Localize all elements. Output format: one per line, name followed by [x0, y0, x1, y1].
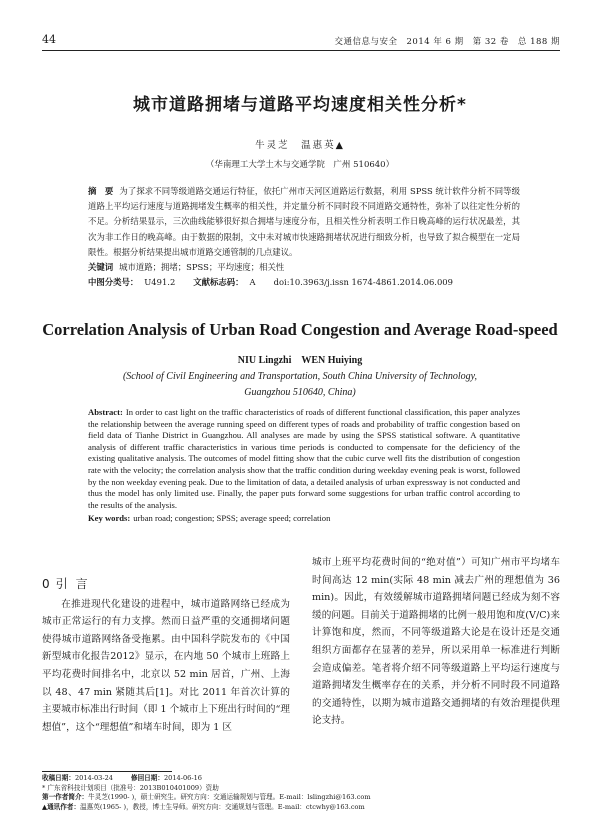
affiliation-english-line1: (School of Civil Engineering and Transportation, South China University of Technology, [122, 371, 478, 382]
first-author-info: 牛灵芝(1990- )，硕士研究生。研究方向：交通运输规划与管理。E-mail：lslingzhi@163.com [88, 793, 371, 802]
affiliation-english-line2: Guangzhou 510640, China) [244, 387, 356, 398]
first-author-label: 第一作者简介： [42, 793, 89, 802]
doc-code-label: 文献标志码： [193, 277, 244, 288]
received-date: 2014-03-24 [74, 774, 113, 782]
doc-code-value: A [249, 277, 256, 288]
page-number: 44 [42, 33, 56, 46]
keywords-english [88, 513, 520, 525]
classification-line [88, 275, 520, 290]
doi: doi:10.3963/j.issn 1674-4861.2014.06.009 [273, 277, 453, 288]
abstract-english-paragraph [88, 407, 520, 511]
body-paragraph-right: 城市上班平均花费时间的“绝对值”）可知广州市平均堵车时间高达 12 min(实际 48 min 减去广州的理想值为 36 min)。因此，有效缓解城市道路拥堵问题已经成为刻不容缓的问题。目前关于道路拥堵的比例一般用饱和度(V/C)来计算饱和度，然而，不同等级道路大论是在设计还是交通组织方面都存在显著的差异，所以采用单一标准进行判断会造成偏差。笔者将介绍不同等级道路上平均运行速度与道路拥堵发生概率存在的关系，并分析不同时段不同道路的交通特性，以期为城市道路交通拥堵的有效治理提供理论支持。 [312, 557, 560, 727]
keywords-chinese [88, 260, 520, 275]
revised-date: 2014-06-16 [163, 774, 202, 782]
abstract-chinese-paragraph [88, 184, 520, 260]
dates-line [42, 774, 560, 784]
header-rule [42, 50, 560, 51]
section-number: 0 [42, 577, 50, 591]
abstract-text: 为了探求不同等级道路交通运行特征，依托广州市天河区道路运行数据，利用 SPSS 统计软件分析不同等级道路上平均运行速度与道路拥堵发生概率的相关性，并定量分析不同时段不同道路交通特性，弥补了以往定性分析的不足。分析结果显示，三次曲线能够很好拟合拥堵与速度分布，且相关性分析表明工作日晚高峰的运行状况最差，其次为非工作日的晚高峰。由于数据的限制，文中未对城市快速路拥堵状况进行细致分析，也导致了拟合模型在一定局限性。根据分析结果提出城市道路交通管制的几点建议。 [88, 186, 520, 257]
first-author-line [42, 793, 560, 803]
clc-value: U491.2 [144, 277, 176, 288]
abstract-english [88, 407, 520, 525]
affiliation-chinese: （华南理工大学土木与交通学院 广州 510640） [205, 160, 395, 170]
section-title: 引言 [55, 577, 96, 591]
authors-english: NIU Lingzhi WEN Huiying [237, 355, 363, 366]
keywords-english-label: Key words: [88, 513, 131, 524]
body-paragraph-left: 在推进现代化建设的进程中，城市道路网络已经成为城市正常运行的有力支撑。然而日益严重的交通拥堵问题使得城市道路网络备受拖累。由中国科学院发布的《中国新型城市化报告2012》显示，在内地 50 个城市上班路上平均花费时间排名中，北京以 52 min 居首，广州、上海以 48、47 min 紧随其后[1]。对比 2011 年首次计算的主要城市标准出行时间（即 1 个城市上下班出行时间的“理想值”，这个“理想值”和堵车时间，即为 1 区 [42, 598, 290, 733]
clc-label: 中图分类号： [88, 277, 139, 288]
keywords-text: 城市道路；拥堵；SPSS；平均速度；相关性 [119, 262, 285, 273]
abstract-label: 摘 要 [88, 186, 114, 196]
fund-line: * 广东省科技计划项目（批准号：2013B010401009）资助 [42, 783, 219, 792]
affiliation-english [0, 369, 600, 401]
revised-label: 修回日期： [131, 774, 164, 782]
abstract-chinese [88, 184, 520, 290]
body-left-column [42, 576, 290, 736]
body-right-column [312, 554, 560, 730]
authors-chinese: 牛灵芝 温惠英▲ [255, 140, 345, 151]
title-english: Correlation Analysis of Urban Road Congestion and Average Road-speed [42, 320, 558, 339]
received-label: 收稿日期： [42, 774, 75, 782]
title-chinese: 城市道路拥堵与道路平均速度相关性分析* [133, 95, 467, 115]
section-heading [42, 576, 290, 594]
footnote-rule [42, 771, 172, 772]
corresponding-author-line [42, 803, 560, 813]
corresponding-author-label: ▲通讯作者： [42, 802, 81, 811]
keywords-label: 关键词 [88, 262, 114, 273]
footnotes [42, 774, 560, 812]
abstract-english-label: Abstract: [88, 407, 123, 417]
corresponding-author-info: 温惠英(1965- )，教授，博士生导师。研究方向：交通规划与管理。E-mail：ctcwhy@163.com [80, 802, 365, 811]
abstract-english-text: In order to cast light on the traffic characteristics of roads of different functional classification, this paper analyzes the relationship between the average running speed on different types of roads and probability of traffic congestion based on field data of Tianhe District in Guangzhou. All analyses are made by using the SPSS statistical software. A quantitative analysis of different traffic characteristics in various time periods is conducted to compensate for the deficiency of the existing qualitative analysis. The outcomes of model fitting show that the cubic curve well fits the distribution of congestion rate with the velocity; the correlation analysis show that the traffic condition during weekday evening peak is worst, followed by the non weekday evening peak. Due to the limitation of data, a detailed analysis of urban expressway is not conducted and thus the model has only limited use. Finally, the paper puts forward some suggestions for urban traffic control according to the results of the analysis. [88, 407, 520, 510]
journal-info: 交通信息与安全 2014 年 6 期 第 32 卷 总 188 期 [334, 37, 560, 47]
keywords-english-text: urban road; congestion; SPSS; average speed; correlation [133, 513, 331, 524]
